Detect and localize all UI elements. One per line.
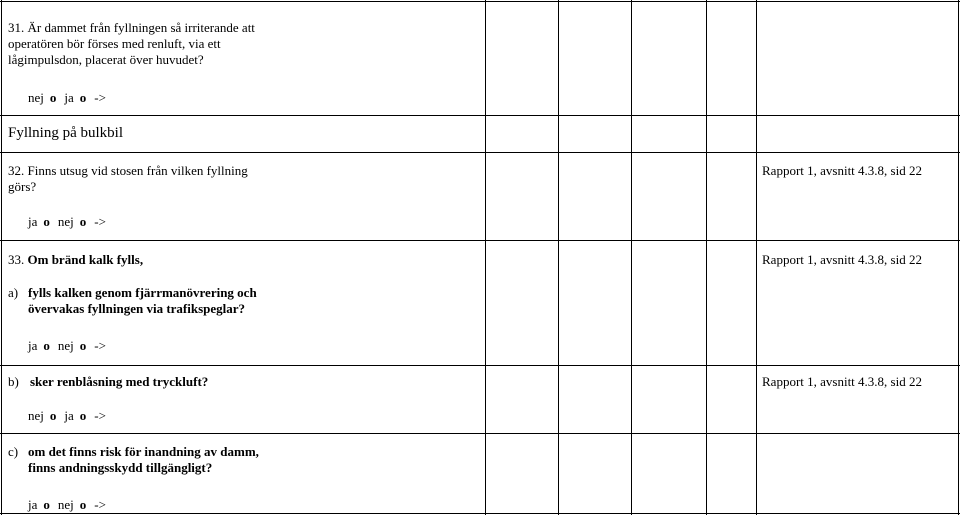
option-label: ja	[28, 338, 38, 353]
option-label: nej	[57, 214, 74, 229]
column-divider	[485, 0, 486, 515]
radio-option[interactable]: o	[79, 90, 87, 105]
answer-31[interactable]	[28, 90, 112, 106]
option-label: nej	[28, 408, 44, 423]
row-divider	[0, 433, 960, 434]
arrow-icon: ->	[94, 497, 106, 512]
radio-option[interactable]: o	[79, 408, 87, 423]
radio-option[interactable]: o	[79, 214, 87, 229]
subquestion-a-label: a)	[8, 285, 19, 300]
question-text: Finns utsug vid stosen från vilken fyllning görs?	[8, 163, 248, 194]
radio-option[interactable]: o	[43, 338, 50, 353]
row-divider	[0, 365, 960, 366]
question-31	[8, 20, 273, 68]
row-divider	[0, 240, 960, 241]
question-text: Är dammet från fyllningen så irriterande att operatören bör förses med renluft, via ett lågimpulsdon, placerat över huvudet?	[8, 20, 255, 67]
reference: Rapport 1, avsnitt 4.3.8, sid 22	[762, 252, 922, 267]
reference: Rapport 1, avsnitt 4.3.8, sid 22	[762, 163, 922, 178]
radio-option[interactable]: o	[79, 497, 87, 512]
option-label: ja	[64, 90, 74, 105]
answer-32[interactable]	[28, 214, 112, 230]
row-divider	[0, 152, 960, 153]
option-label: nej	[57, 338, 74, 353]
question-number: 31.	[8, 20, 25, 35]
section-title: Fyllning på bulkbil	[8, 125, 124, 141]
radio-option[interactable]: o	[43, 214, 50, 229]
column-divider	[631, 0, 632, 515]
subquestion-a-text: fylls kalken genom fjärrmanövrering och övervakas fyllningen via trafikspeglar?	[28, 285, 257, 316]
radio-option[interactable]: o	[49, 90, 57, 105]
subquestion-c-label: c)	[8, 444, 19, 459]
question-number: 33.	[8, 252, 25, 267]
question-33	[8, 252, 143, 268]
column-divider	[706, 0, 707, 515]
row-divider	[0, 513, 960, 514]
arrow-icon: ->	[94, 338, 106, 353]
answer-33a[interactable]	[28, 338, 112, 354]
column-divider	[558, 0, 559, 515]
option-label: nej	[57, 497, 74, 512]
row-divider	[0, 1, 960, 2]
option-label: nej	[28, 90, 44, 105]
radio-option[interactable]: o	[49, 408, 57, 423]
row-divider	[0, 115, 960, 116]
subquestion-b-text: sker renblåsning med tryckluft?	[30, 374, 209, 389]
arrow-icon: ->	[94, 90, 106, 105]
option-label: ja	[28, 214, 38, 229]
subquestion-b-label: b)	[8, 374, 19, 389]
subquestion-c-text: om det finns risk för inandning av damm, finns andningsskydd tillgängligt?	[28, 444, 259, 475]
option-label: ja	[64, 408, 74, 423]
radio-option[interactable]: o	[43, 497, 50, 512]
border-right	[958, 0, 959, 515]
reference: Rapport 1, avsnitt 4.3.8, sid 22	[762, 374, 922, 389]
question-32	[8, 163, 273, 195]
option-label: ja	[28, 497, 38, 512]
arrow-icon: ->	[94, 214, 106, 229]
question-number: 32.	[8, 163, 25, 178]
column-divider	[756, 0, 757, 515]
arrow-icon: ->	[94, 408, 106, 423]
answer-33c[interactable]	[28, 497, 112, 513]
border-left	[1, 0, 2, 515]
question-text: Om bränd kalk fylls,	[27, 252, 144, 267]
answer-33b[interactable]	[28, 408, 112, 424]
radio-option[interactable]: o	[79, 338, 87, 353]
